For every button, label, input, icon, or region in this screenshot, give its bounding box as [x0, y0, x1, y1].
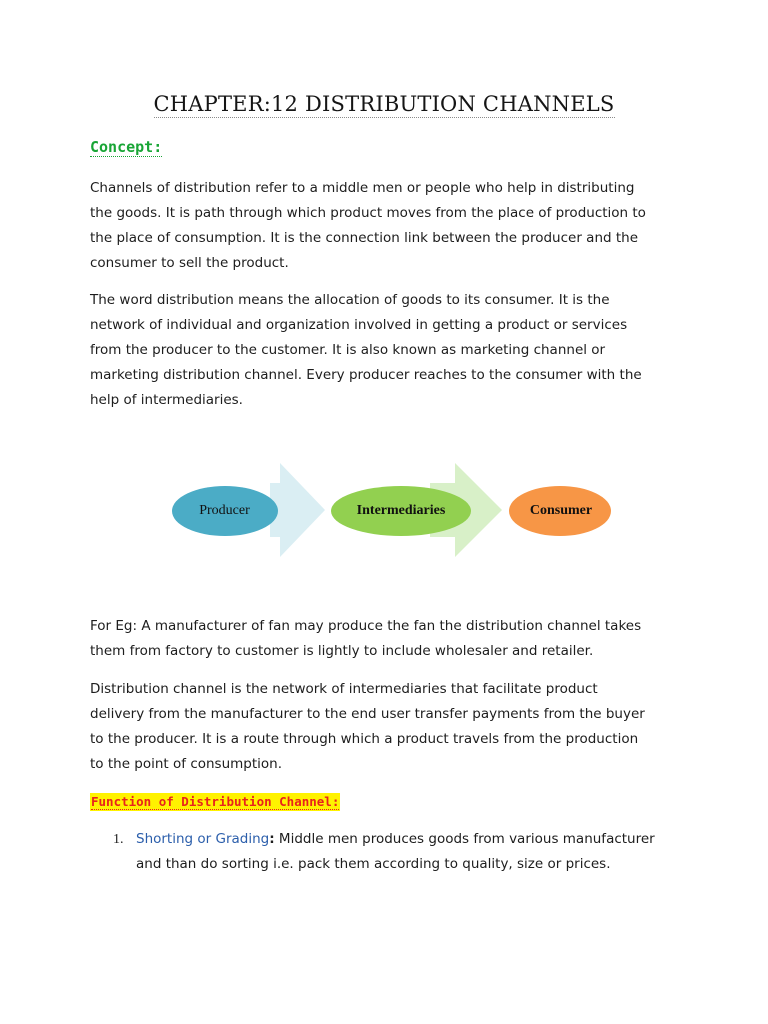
function-description-start: Middle men produces goods from various manufacturer	[274, 831, 655, 847]
text-line: consumer to sell the product.	[90, 255, 289, 271]
page-title	[0, 92, 768, 116]
text-line: and than do sorting i.e. pack them according to quality, size or prices.	[136, 856, 611, 872]
functions-heading	[90, 793, 340, 811]
text-line: the goods. It is path through which product moves from the place of production to	[90, 205, 646, 221]
text-line: help of intermediaries.	[90, 392, 243, 408]
text-line: the place of consumption. It is the connection link between the producer and the	[90, 230, 639, 246]
definition-paragraph	[90, 677, 690, 777]
distribution-flow-diagram	[160, 455, 630, 565]
text-line	[136, 827, 706, 852]
concept-heading-text: Concept:	[90, 138, 163, 156]
text-line: delivery from the manufacturer to the end user transfer payments from the buyer	[90, 706, 645, 722]
functions-heading-text: Function of Distribution Channel:	[91, 794, 340, 809]
concept-paragraph-1	[90, 176, 690, 276]
list-item-body	[136, 827, 706, 877]
term-colon: :	[269, 831, 275, 847]
consumer-label: Consumer	[529, 503, 593, 518]
text-line: to the point of consumption.	[90, 756, 283, 772]
producer-label: Producer	[199, 503, 250, 518]
text-line: Channels of distribution refer to a middle men or people who help in distributing	[90, 180, 635, 196]
concept-paragraph-2	[90, 288, 690, 413]
text-line: marketing distribution channel. Every producer reaches to the consumer with the	[90, 367, 642, 383]
function-term: Shorting or Grading	[136, 831, 270, 847]
text-line: network of individual and organization involved in getting a product or services	[90, 317, 628, 333]
page-title-text: CHAPTER:12 DISTRIBUTION CHANNELS	[153, 92, 615, 116]
text-line: from the producer to the customer. It is also known as marketing channel or	[90, 342, 606, 358]
flow-arrow-1	[270, 463, 325, 557]
text-line: The word distribution means the allocation of goods to its consumer. It is the	[90, 292, 610, 308]
list-number: 1.	[113, 832, 124, 847]
text-line: Distribution channel is the network of intermediaries that facilitate product	[90, 681, 598, 697]
text-line: them from factory to customer is lightly to include wholesaler and retailer.	[90, 643, 594, 659]
intermediaries-label: Intermediaries	[356, 503, 446, 518]
text-line: For Eg: A manufacturer of fan may produce the fan the distribution channel takes	[90, 618, 642, 634]
example-paragraph	[90, 614, 690, 664]
text-line: to the producer. It is a route through which a product travels from the production	[90, 731, 639, 747]
concept-heading	[90, 138, 162, 156]
